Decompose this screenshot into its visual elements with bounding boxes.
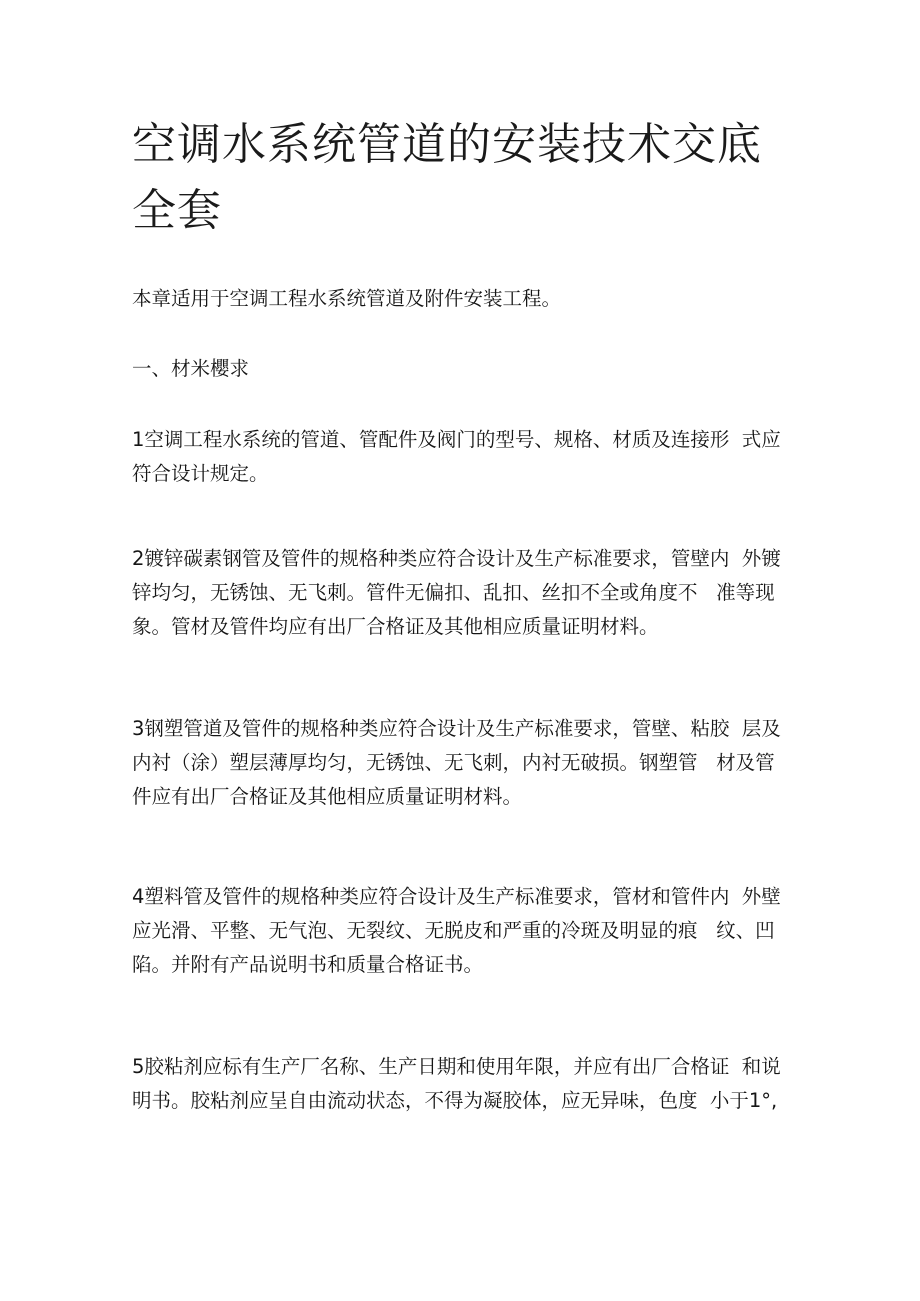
item-paragraph-3: 3钢塑管道及管件的规格种类应符合设计及生产标准要求，管壁、粘胶 层及内衬（涂）塑层薄厚均匀，无锈蚀、无飞刺，内衬无破损。钢塑管 材及管件应有出厂合格证及其他相应质量证明材料。 [132,717,781,808]
section-heading: 一、材米櫻求 [132,357,250,380]
item-paragraph-4: 4塑料管及管件的规格种类应符合设计及生产标准要求，管材和管件内 外壁应光滑、平整、无气泡、无裂纹、无脱皮和严重的冷斑及明显的痕 纹、凹陷。并附有产品说明书和质量合格证书。 [132,885,781,976]
item-paragraph-2: 2镀锌碳素钢管及管件的规格种类应符合设计及生产标准要求，管壁内 外镀锌均匀，无锈蚀、无飞刺。管件无偏扣、乱扣、丝扣不全或角度不 准等现象。管材及管件均应有出厂合格证及其他相应质量证明材料。 [132,547,781,638]
document-title: 空调水系统管道的安装技术交底全套 [132,119,762,236]
item-paragraph-1: 1空调工程水系统的管道、管配件及阀门的型号、规格、材质及连接形 式应符合设计规定。 [132,428,781,485]
intro-paragraph: 本章适用于空调工程水系统管道及附件安装工程。 [132,287,562,310]
item-paragraph-5: 5胶粘剂应标有生产厂名称、生产日期和使用年限，并应有出厂合格证 和说明书。胶粘剂应呈自由流动状态，不得为凝胶体，应无异味，色度 小于1°, [132,1055,781,1112]
